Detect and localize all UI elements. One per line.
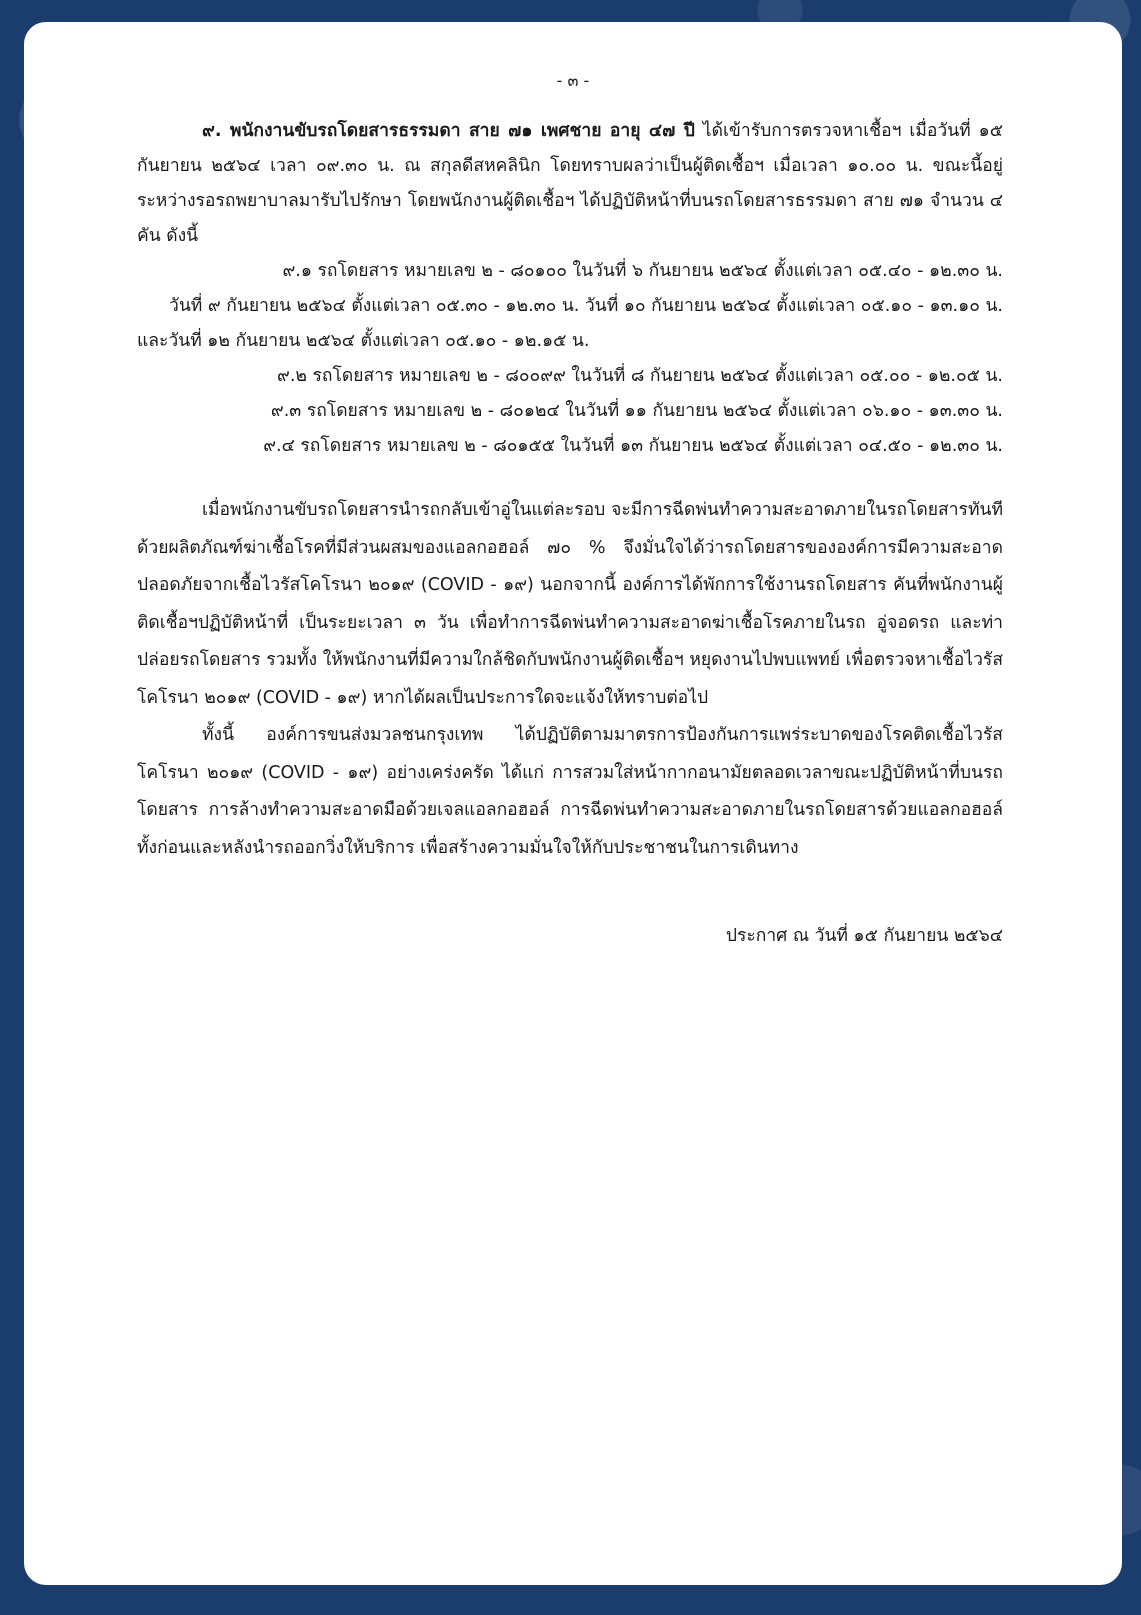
item-9-paragraph: [137, 114, 1003, 254]
document-page: [24, 22, 1122, 1585]
item-9-text: ได้เข้ารับการตรวจหาเชื้อฯ เมื่อวันที่ ๑๕ กันยายน ๒๕๖๔ เวลา ๐๙.๓๐ น. ณ สกุลดีสหคลินิก โดยทราบผลว่าเป็นผู้ติดเชื้อฯ เมื่อเวลา ๑๐.๐๐ น. ขณะนี้อยู่ระหว่างรอรถพยาบาลมารับไปรักษา โดยพนักงานผู้ติดเชื้อฯ ได้ปฏิบัติหน้าที่บนรถโดยสารธรรมดา สาย ๗๑ จำนวน ๔ คัน ดังนี้: [137, 121, 1003, 246]
sub-item-9-1-continuation-2: และวันที่ ๑๒ กันยายน ๒๕๖๔ ตั้งแต่เวลา ๐๕.๑๐ - ๑๒.๑๕ น.: [137, 331, 590, 351]
spacer: [137, 867, 1003, 919]
sub-item-9-1-continuation-1: วันที่ ๙ กันยายน ๒๕๖๔ ตั้งแต่เวลา ๐๕.๓๐ - ๑๒.๓๐ น. วันที่ ๑๐ กันยายน ๒๕๖๔ ตั้งแต่เวลา ๐๕.๑๐ - ๑๓.๑๐ น.: [169, 296, 1003, 316]
item-9-heading: ๙. พนักงานขับรถโดยสารธรรมดา สาย ๗๑ เพศชาย อายุ ๔๗ ปี: [202, 121, 695, 141]
announcement-date: ประกาศ ณ วันที่ ๑๕ กันยายน ๒๕๖๔: [725, 926, 1003, 946]
measures-paragraph: ทั้งนี้ องค์การขนส่งมวลชนกรุงเทพ ได้ปฏิบัติตามมาตรการป้องกันการแพร่ระบาดของโรคติดเชื้อไวรัสโคโรนา ๒๐๑๙ (COVID - ๑๙) อย่างเคร่งครัด ได้แก่ การสวมใส่หน้ากากอนามัยตลอดเวลาขณะปฏิบัติหน้าที่บนรถโดยสาร การล้างทำความสะอาดมือด้วยเจลแอลกอฮอล์ การฉีดพ่นทำความสะอาดภายในรถโดยสารด้วยแอลกอฮอล์ ทั้งก่อนและหลังนำรถออกวิ่งให้บริการ เพื่อสร้างความมั่นใจให้กับประชาชนในการเดินทาง: [137, 725, 1003, 858]
cleaning-paragraph: เมื่อพนักงานขับรถโดยสารนำรถกลับเข้าอู่ในแต่ละรอบ จะมีการฉีดพ่นทำความสะอาดภายในรถโดยสารทันทีด้วยผลิตภัณฑ์ฆ่าเชื้อโรคที่มีส่วนผสมของแอลกอฮอล์ ๗๐ % จึงมั่นใจได้ว่ารถโดยสารขององค์การมีความสะอาด ปลอดภัยจากเชื้อไวรัสโคโรนา ๒๐๑๙ (COVID - ๑๙) นอกจากนี้ องค์การได้พักการใช้งานรถโดยสาร คันที่พนักงานผู้ติดเชื้อฯปฏิบัติหน้าที่ เป็นระยะเวลา ๓ วัน เพื่อทำการฉีดพ่นทำความสะอาดฆ่าเชื้อโรคภายในรถ อู่จอดรถ และท่าปล่อยรถโดยสาร รวมทั้ง ให้พนักงานที่มีความใกล้ชิดกับพนักงานผู้ติดเชื้อฯ หยุดงานไปพบแพทย์ เพื่อตรวจหาเชื้อไวรัสโคโรนา ๒๐๑๙ (COVID - ๑๙) หากได้ผลเป็นประการใดจะแจ้งให้ทราบต่อไป: [137, 500, 1003, 708]
spacer: [137, 464, 1003, 492]
page-number: - ๓ -: [556, 71, 590, 90]
sub-item-9-1: ๙.๑ รถโดยสาร หมายเลข ๒ - ๘๐๑๐๐ ในวันที่ ๖ กันยายน ๒๕๖๔ ตั้งแต่เวลา ๐๕.๔๐ - ๑๒.๓๐ น.: [282, 261, 1003, 281]
sub-item-9-3: ๙.๓ รถโดยสาร หมายเลข ๒ - ๘๐๑๒๔ ในวันที่ ๑๑ กันยายน ๒๕๖๔ ตั้งแต่เวลา ๐๖.๑๐ - ๑๓.๓๐ น.: [270, 401, 1003, 421]
document-body: [137, 114, 1003, 954]
sub-item-9-4: ๙.๔ รถโดยสาร หมายเลข ๒ - ๘๐๑๕๕ ในวันที่ ๑๓ กันยายน ๒๕๖๔ ตั้งแต่เวลา ๐๔.๕๐ - ๑๒.๓๐ น.: [263, 436, 1003, 456]
sub-item-9-2: ๙.๒ รถโดยสาร หมายเลข ๒ - ๘๐๐๙๙ ในวันที่ ๘ กันยายน ๒๕๖๔ ตั้งแต่เวลา ๐๕.๐๐ - ๑๒.๐๕ น.: [277, 366, 1003, 386]
